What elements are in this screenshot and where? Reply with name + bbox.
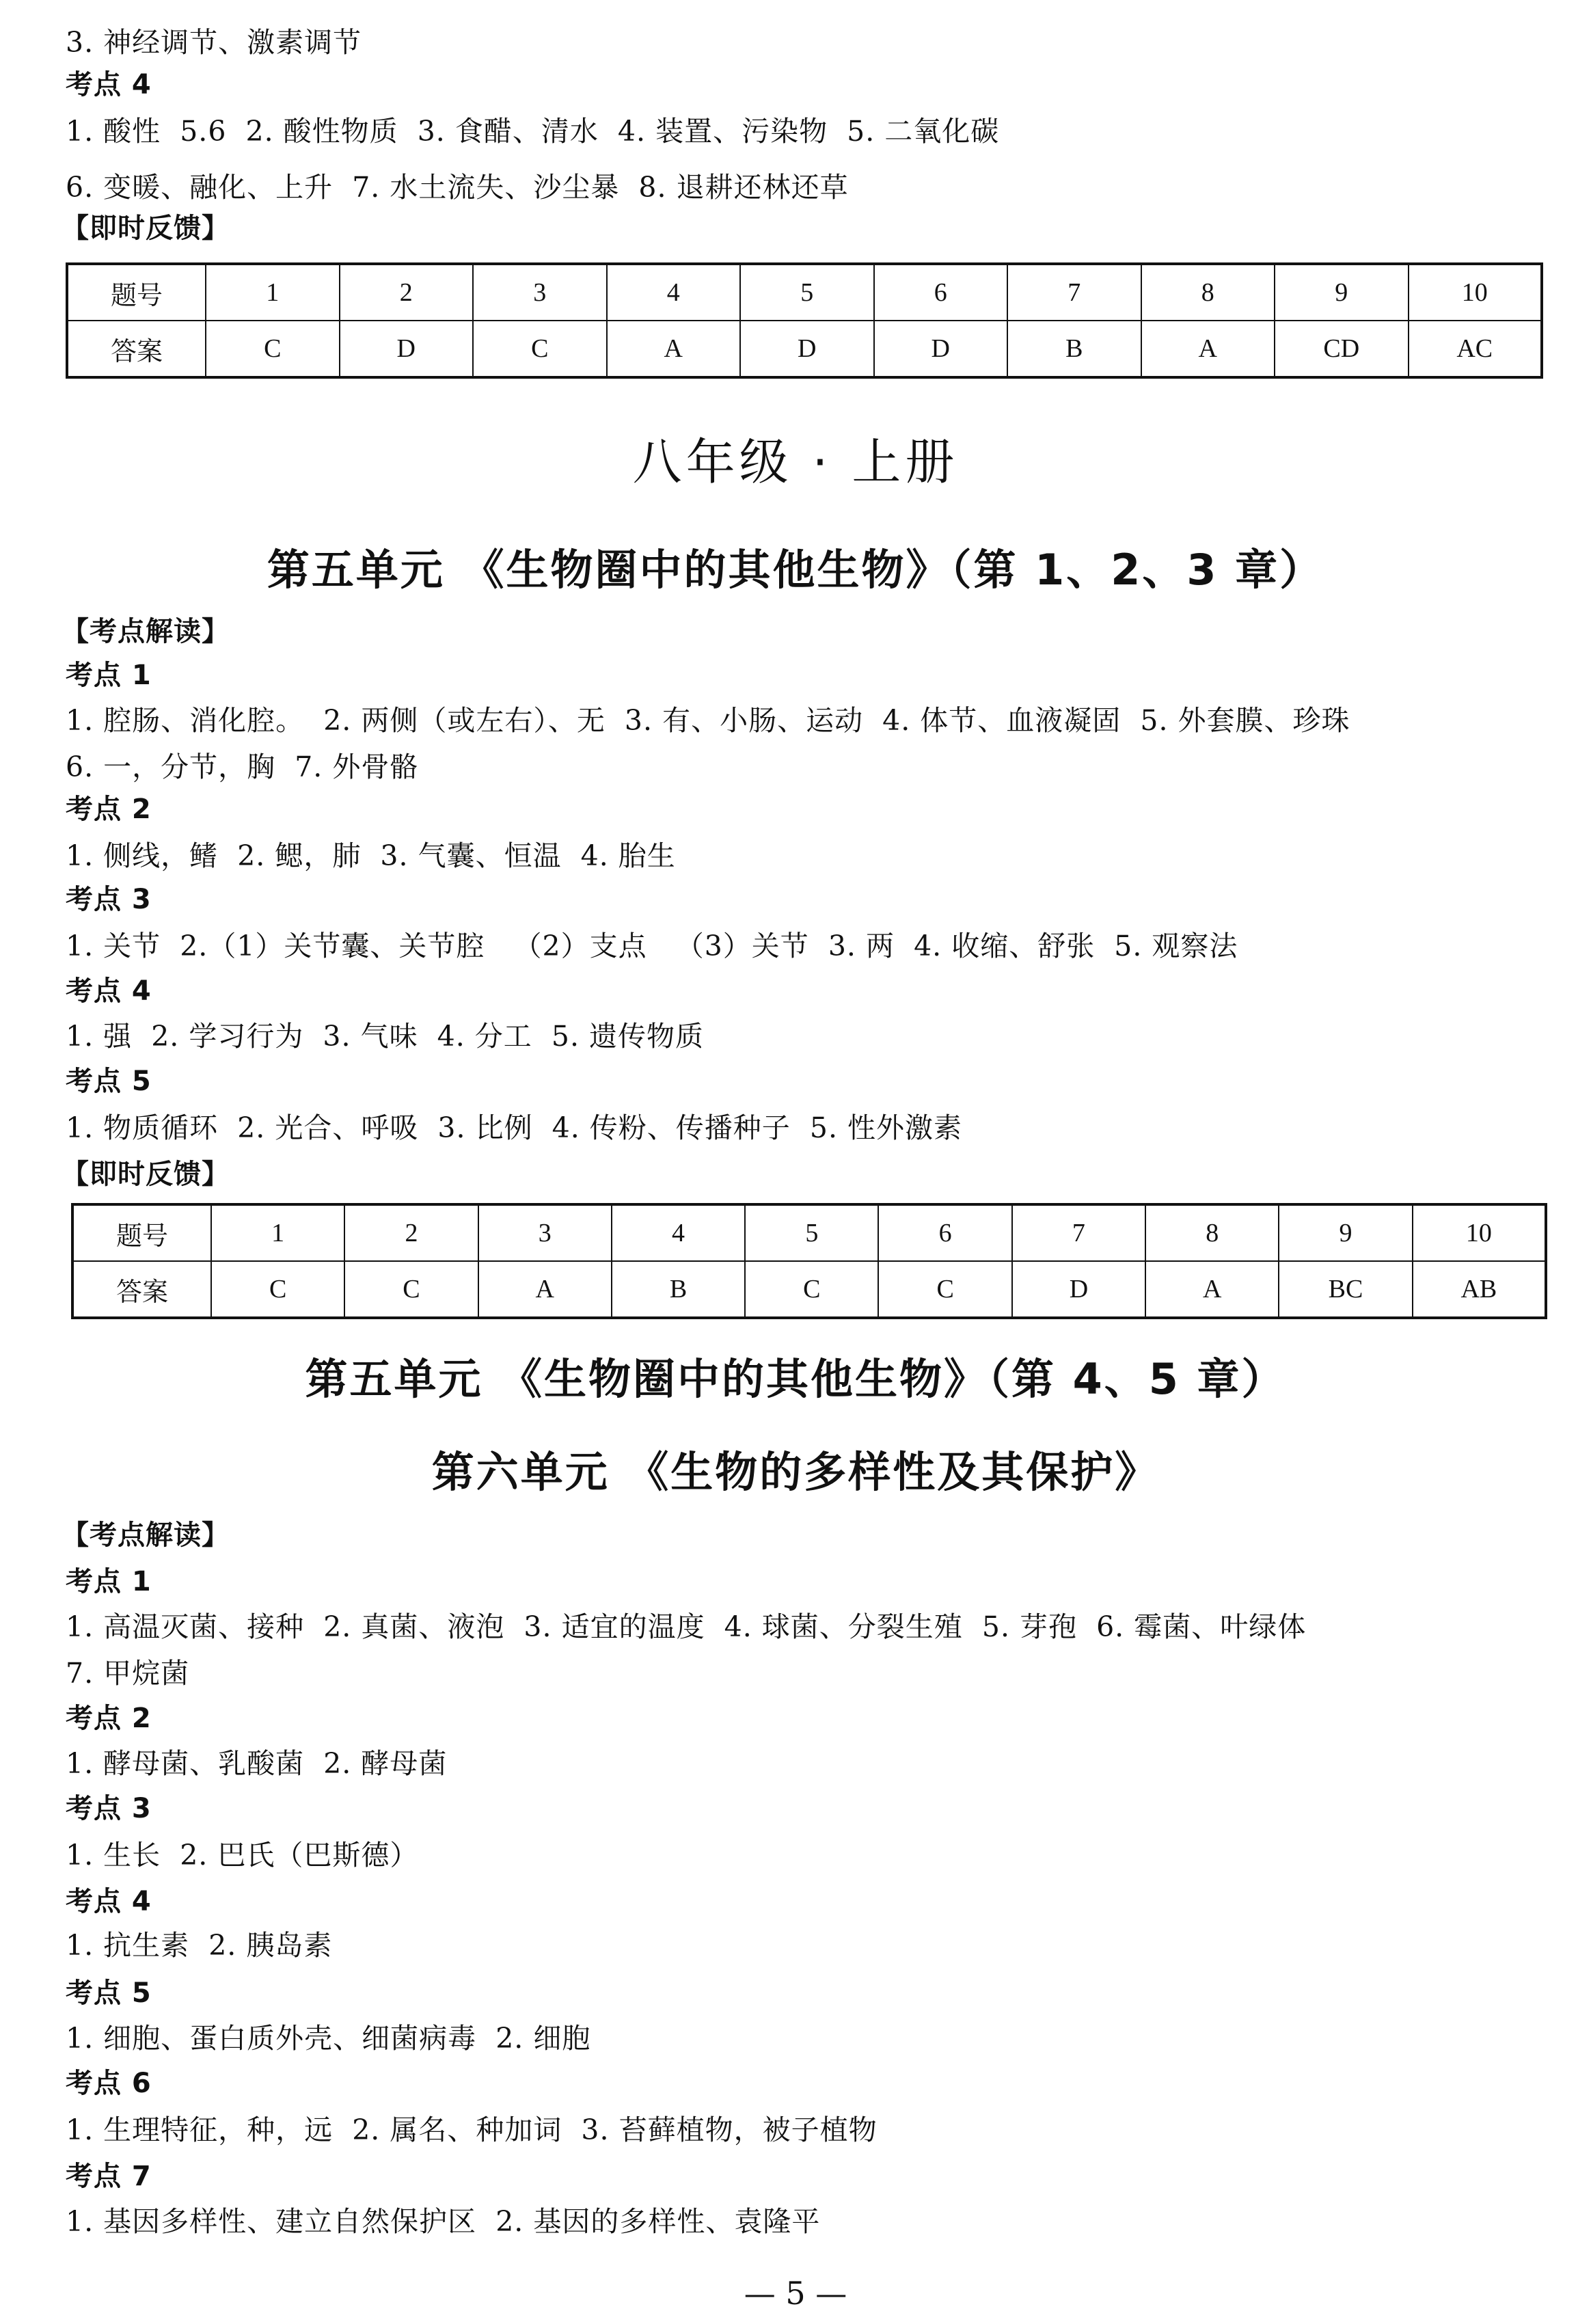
table-cell: 1: [206, 264, 340, 321]
table-cell: A: [1145, 1261, 1279, 1318]
table-cell: 7: [1007, 264, 1141, 321]
table-cell: D: [740, 321, 874, 377]
table-cell: BC: [1279, 1261, 1412, 1318]
answer-line: 6. 变暖、融化、上升 7. 水土流失、沙尘暴 8. 退耕还林还草: [66, 171, 849, 204]
table-header-cell: 题号: [72, 1204, 211, 1261]
table-cell: C: [211, 1261, 344, 1318]
table-cell: 1: [211, 1204, 344, 1261]
table-cell: D: [1012, 1261, 1145, 1318]
table-row: [72, 1204, 1546, 1261]
table-cell: 6: [874, 264, 1008, 321]
kaodian-label: 考点 3: [66, 1793, 152, 1824]
kaodian-label: 考点 2: [66, 794, 152, 825]
answer-line: 7. 甲烷菌: [66, 1657, 190, 1690]
table-cell: 10: [1413, 1204, 1546, 1261]
feedback-label: 【即时反馈】: [62, 1159, 230, 1190]
table-cell: 2: [344, 1204, 478, 1261]
table-cell: C: [344, 1261, 478, 1318]
answer-line: 1. 基因多样性、建立自然保护区 2. 基因的多样性、袁隆平: [66, 2205, 821, 2238]
table-header-cell: 题号: [67, 264, 206, 321]
kaodian-label: 考点 6: [66, 2068, 152, 2099]
jiedu-label: 【考点解读】: [62, 1519, 230, 1551]
table-cell: 2: [340, 264, 474, 321]
answer-line: 1. 高温灭菌、接种 2. 真菌、液泡 3. 适宜的温度 4. 球菌、分裂生殖 5. 芽孢 6. 霉菌、叶绿体: [66, 1610, 1307, 1643]
table-cell: A: [1141, 321, 1275, 377]
kaodian-label: 考点 4: [66, 1886, 152, 1917]
answer-line: 1. 生理特征，种，远 2. 属名、种加词 3. 苔藓植物，被子植物: [66, 2113, 878, 2146]
answer-line: 1. 抗生素 2. 胰岛素: [66, 1929, 333, 1962]
kaodian-label: 考点 1: [66, 1566, 152, 1597]
table-cell: 5: [745, 1204, 878, 1261]
table-cell: B: [612, 1261, 745, 1318]
table-cell: 10: [1409, 264, 1542, 321]
table-cell: C: [878, 1261, 1011, 1318]
table-cell: 4: [607, 264, 741, 321]
answer-line: 1. 酵母菌、乳酸菌 2. 酵母菌: [66, 1747, 448, 1780]
table-cell: CD: [1275, 321, 1409, 377]
table-cell: D: [874, 321, 1008, 377]
table-row: [72, 1261, 1546, 1318]
table-cell: 8: [1145, 1204, 1279, 1261]
table-cell: C: [206, 321, 340, 377]
kaodian-label: 考点 2: [66, 1703, 152, 1734]
table-cell: 5: [740, 264, 874, 321]
table-cell: 6: [878, 1204, 1011, 1261]
table-cell: AC: [1409, 321, 1542, 377]
unit-title: 第六单元 《生物的多样性及其保护》: [431, 1447, 1160, 1497]
feedback-label: 【即时反馈】: [62, 213, 230, 244]
table-cell: B: [1007, 321, 1141, 377]
kaodian-label: 考点 5: [66, 1977, 152, 2009]
table-cell: 9: [1275, 264, 1409, 321]
answer-line: 1. 酸性 5.6 2. 酸性物质 3. 食醋、清水 4. 装置、污染物 5. 二氧化碳: [66, 115, 1000, 148]
kaodian-label: 考点 4: [66, 975, 152, 1007]
table-cell: AB: [1413, 1261, 1546, 1318]
table-cell: 8: [1141, 264, 1275, 321]
unit-title: 第五单元 《生物圈中的其他生物》（第 4、5 章）: [305, 1354, 1286, 1404]
answer-line: 1. 物质循环 2. 光合、呼吸 3. 比例 4. 传粉、传播种子 5. 性外激素: [66, 1111, 963, 1144]
table-header-cell: 答案: [72, 1261, 211, 1318]
kaodian-label: 考点 5: [66, 1066, 152, 1097]
table-row: [67, 264, 1542, 321]
jiedu-label: 【考点解读】: [62, 616, 230, 647]
kaodian-label: 考点 4: [66, 69, 152, 100]
kaodian-label: 考点 1: [66, 660, 152, 691]
answer-line: 6. 一，分节，胸 7. 外骨骼: [66, 751, 419, 783]
table-cell: 3: [473, 264, 607, 321]
answer-table: [71, 1203, 1547, 1319]
answer-line: 1. 细胞、蛋白质外壳、细菌病毒 2. 细胞: [66, 2022, 591, 2055]
kaodian-label: 考点 7: [66, 2161, 152, 2192]
table-cell: 3: [478, 1204, 612, 1261]
table-header-cell: 答案: [67, 321, 206, 377]
grade-title: 八年级 · 上册: [632, 433, 959, 491]
answer-line: 3. 神经调节、激素调节: [66, 26, 362, 59]
table-row: [67, 321, 1542, 377]
table-cell: D: [340, 321, 474, 377]
table-cell: 4: [612, 1204, 745, 1261]
answer-line: 1. 关节 2.（1）关节囊、关节腔 （2）支点 （3）关节 3. 两 4. 收缩、舒张 5. 观察法: [66, 930, 1238, 962]
answer-line: 1. 腔肠、消化腔。 2. 两侧（或左右）、无 3. 有、小肠、运动 4. 体节、血液凝固 5. 外套膜、珍珠: [66, 704, 1350, 737]
answer-line: 1. 强 2. 学习行为 3. 气味 4. 分工 5. 遗传物质: [66, 1020, 705, 1053]
answer-line: 1. 侧线，鳍 2. 鳃，肺 3. 气囊、恒温 4. 胎生: [66, 839, 676, 872]
table-cell: 7: [1012, 1204, 1145, 1261]
table-cell: A: [607, 321, 741, 377]
table-cell: C: [473, 321, 607, 377]
table-cell: A: [478, 1261, 612, 1318]
answer-table: [66, 262, 1543, 379]
unit-title: 第五单元 《生物圈中的其他生物》（第 1、2、3 章）: [267, 545, 1324, 595]
table-cell: C: [745, 1261, 878, 1318]
kaodian-label: 考点 3: [66, 884, 152, 915]
page-number: — 5 —: [744, 2275, 847, 2312]
table-cell: 9: [1279, 1204, 1412, 1261]
answer-line: 1. 生长 2. 巴氏（巴斯德）: [66, 1839, 419, 1872]
